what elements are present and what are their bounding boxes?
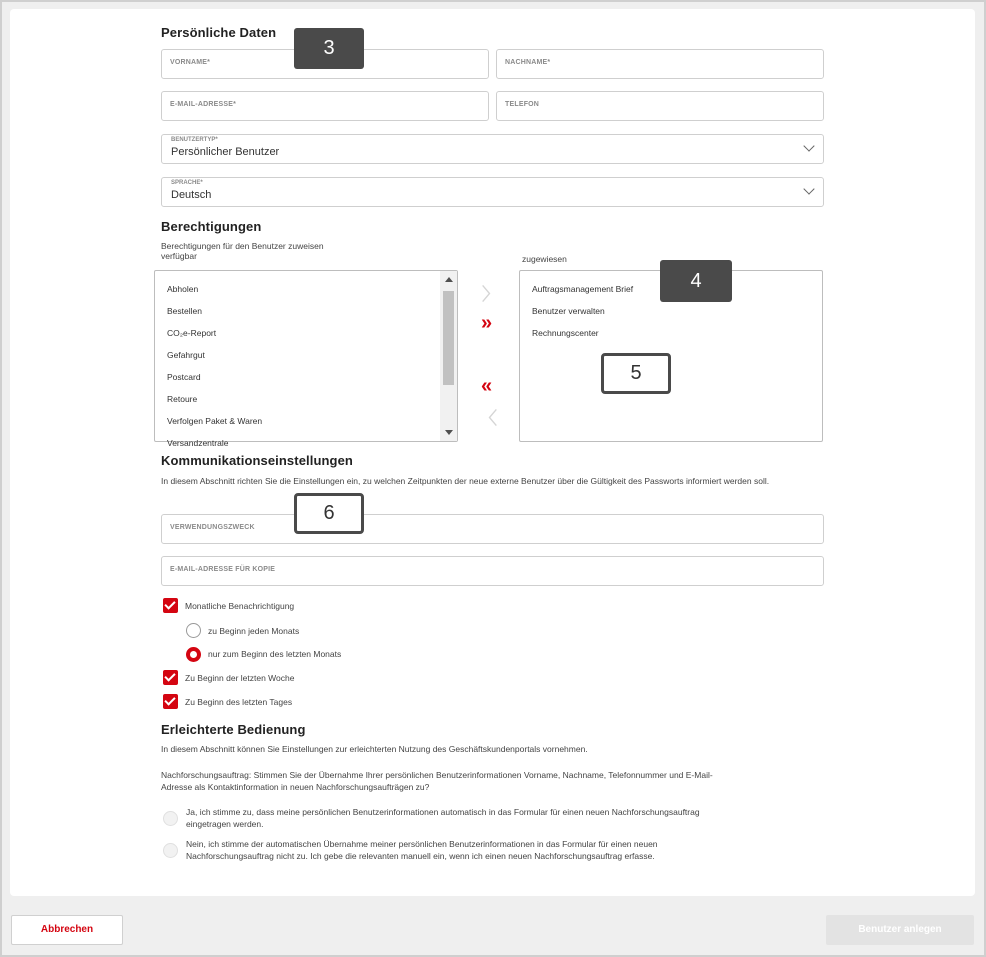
consent-yes-radio[interactable] — [163, 811, 178, 826]
last-week-checkbox[interactable] — [163, 670, 178, 685]
move-left-one-icon[interactable]: 〈 — [480, 409, 497, 428]
list-item[interactable]: Gefahrgut — [167, 350, 205, 360]
permissions-description: Berechtigungen für den Benutzer zuweisen — [161, 241, 324, 251]
last-month-radio[interactable] — [186, 647, 201, 662]
sprache-label: SPRACHE* — [171, 180, 203, 186]
assigned-label: zugewiesen — [522, 254, 567, 264]
monthly-notification-checkbox[interactable] — [163, 598, 178, 613]
kopie-email-field[interactable] — [161, 556, 824, 586]
list-item[interactable]: Bestellen — [167, 306, 202, 316]
last-month-label: nur zum Beginn des letzten Monats — [208, 649, 342, 659]
list-item[interactable]: Verfolgen Paket & Waren — [167, 416, 263, 426]
email-field[interactable] — [161, 91, 489, 121]
callout-marker-3: 3 — [294, 28, 364, 69]
available-permissions-list[interactable] — [154, 270, 458, 448]
create-user-button[interactable]: Benutzer anlegen — [826, 915, 974, 945]
list-item[interactable]: Postcard — [167, 372, 201, 382]
consent-no-radio[interactable] — [163, 843, 178, 858]
scroll-down-icon[interactable] — [445, 430, 453, 435]
kopie-email-placeholder: E-MAIL-ADRESSE FÜR KOPIE — [170, 566, 276, 573]
consent-no-line2: Nachforschungsauftrag nicht zu. Ich gebe die relevanten manuell ein, wenn ich einen neuen Nachforschungsauftrag erfasse. — [186, 851, 655, 861]
list-scrollbar[interactable] — [440, 271, 457, 441]
section-heading-accessibility: Erleichterte Bedienung — [161, 722, 306, 737]
every-month-label: zu Beginn jeden Monats — [208, 626, 300, 636]
communication-description: In diesem Abschnitt richten Sie die Einstellungen ein, zu welchen Zeitpunkten der neue externe Benutzer über die Gültigkeit des Passworts informiert werden soll. — [161, 476, 770, 486]
consent-yes-line2: eingetragen werden. — [186, 819, 264, 829]
consent-no-line1: Nein, ich stimme der automatischen Übernahme meiner persönlichen Benutzerinformationen in das Formular für einen neuen — [186, 839, 658, 849]
benutzertyp-value: Persönlicher Benutzer — [171, 146, 280, 158]
nachname-field[interactable] — [496, 49, 824, 79]
verwendungszweck-placeholder: VERWENDUNGSZWECK — [170, 524, 255, 531]
section-heading-personal: Persönliche Daten — [161, 25, 277, 40]
sprache-value: Deutsch — [171, 189, 212, 201]
list-item[interactable]: Retoure — [167, 394, 198, 404]
move-left-all-icon[interactable]: « — [481, 375, 493, 397]
callout-marker-6: 6 — [294, 493, 364, 534]
list-item[interactable]: Auftragsmanagement Brief — [532, 284, 634, 294]
verwendungszweck-field[interactable] — [161, 514, 824, 544]
sprache-select[interactable] — [161, 177, 824, 207]
accessibility-description: In diesem Abschnitt können Sie Einstellungen zur erleichterten Nutzung des Geschäftskundenportals vornehmen. — [161, 744, 588, 754]
move-right-all-icon[interactable]: » — [481, 312, 493, 334]
telefon-field[interactable] — [496, 91, 824, 121]
callout-marker-5: 5 — [601, 353, 671, 394]
list-item[interactable]: CO₂e-Report — [167, 328, 217, 338]
telefon-placeholder: TELEFON — [505, 101, 540, 108]
benutzertyp-select[interactable] — [161, 134, 824, 164]
section-heading-permissions: Berechtigungen — [161, 219, 262, 234]
list-item[interactable]: Abholen — [167, 284, 199, 294]
nachname-placeholder: NACHNAME* — [505, 59, 551, 66]
question-text-line1: Nachforschungsauftrag: Stimmen Sie der Übernahme Ihrer persönlichen Benutzerinformationen Vorname, Nachname, Telefonnummer und E-Mail- — [161, 770, 713, 780]
list-item[interactable]: Versandzentrale — [167, 438, 229, 448]
cancel-button[interactable]: Abbrechen — [11, 915, 123, 945]
list-item[interactable]: Benutzer verwalten — [532, 306, 605, 316]
scrollbar-thumb[interactable] — [443, 291, 454, 385]
form-card — [10, 9, 975, 896]
available-label: verfügbar — [161, 251, 197, 261]
last-day-checkbox[interactable] — [163, 694, 178, 709]
monthly-notification-label: Monatliche Benachrichtigung — [185, 601, 295, 611]
move-right-one-icon[interactable]: 〉 — [482, 285, 499, 304]
question-text-line2: Adresse als Kontaktinformation in neuen Nachforschungsaufträgen zu? — [161, 782, 430, 792]
vorname-placeholder: VORNAME* — [170, 59, 211, 66]
chevron-down-icon — [803, 140, 814, 151]
chevron-down-icon — [803, 183, 814, 194]
last-day-label: Zu Beginn des letzten Tages — [185, 697, 293, 707]
section-heading-communication: Kommunikationseinstellungen — [161, 453, 353, 468]
last-week-label: Zu Beginn der letzten Woche — [185, 673, 295, 683]
scroll-up-icon[interactable] — [445, 277, 453, 282]
list-item[interactable]: Rechnungscenter — [532, 328, 599, 338]
email-placeholder: E-MAIL-ADRESSE* — [170, 101, 237, 108]
consent-yes-line1: Ja, ich stimme zu, dass meine persönlichen Benutzerinformationen automatisch in das Formular für einen neuen Nachforschungsauftrag — [186, 807, 700, 817]
every-month-radio[interactable] — [186, 623, 201, 638]
callout-marker-4: 4 — [660, 260, 732, 302]
benutzertyp-label: BENUTZERTYP* — [171, 137, 218, 143]
